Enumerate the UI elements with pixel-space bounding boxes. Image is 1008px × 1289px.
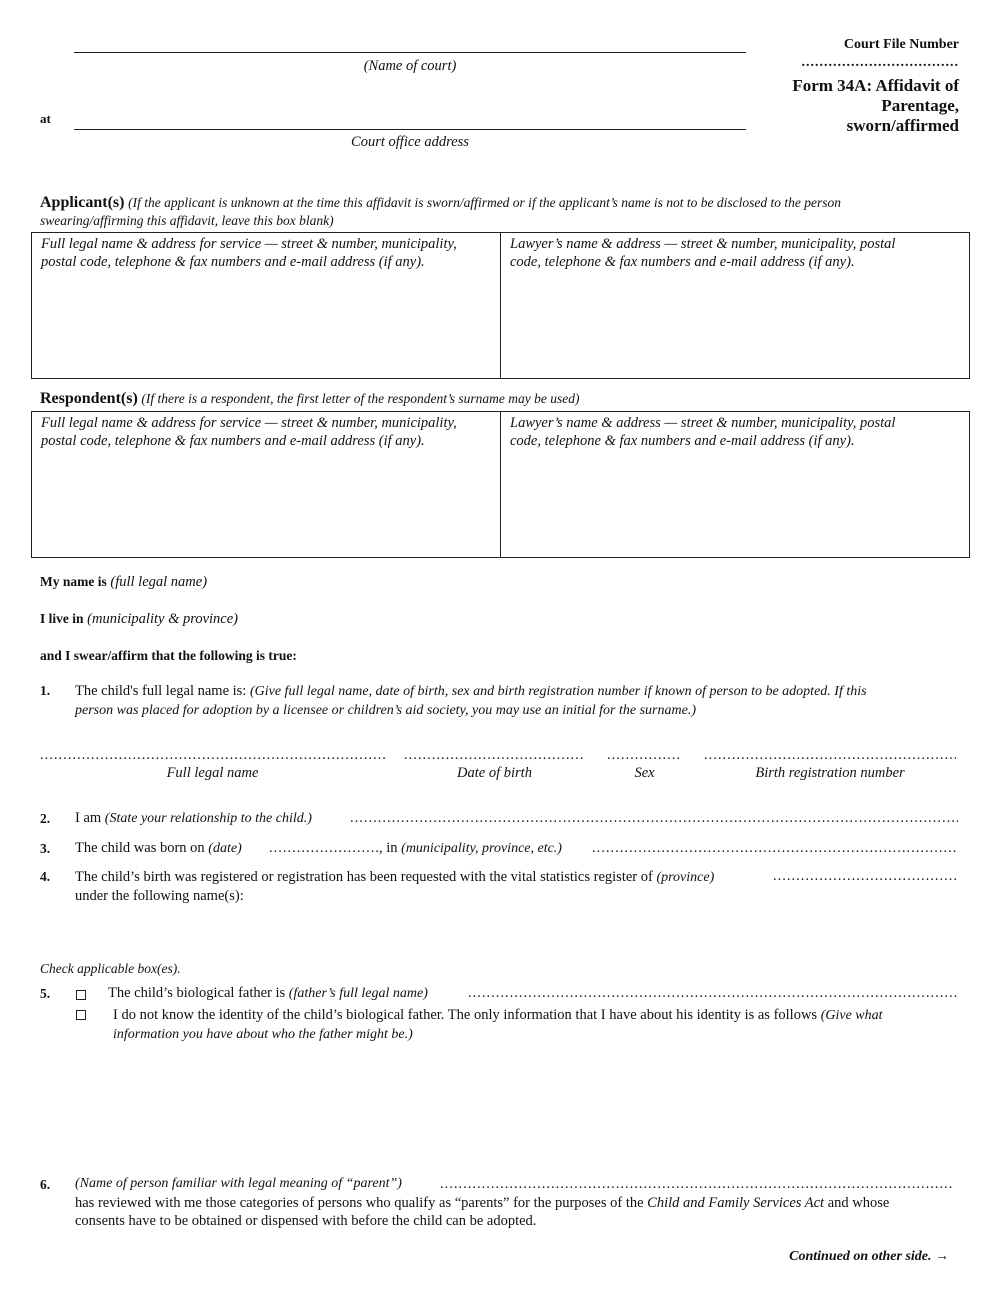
father-name-field[interactable] <box>468 985 958 1002</box>
respondent-right-line2: code, telephone & fax numbers and e-mail address (if any). <box>510 433 855 449</box>
item1-number: 1. <box>40 683 51 698</box>
child-full-name-field[interactable] <box>40 747 385 764</box>
birth-date-field[interactable] <box>269 840 379 857</box>
swear-statement: and I swear/affirm that the following is true: <box>40 648 297 663</box>
name-of-court-label: (Name of court) <box>363 58 457 74</box>
item4-text <box>75 868 775 905</box>
relationship-field[interactable] <box>350 810 958 827</box>
check-note: Check applicable box(es). <box>40 961 181 976</box>
item3-text-a <box>75 840 242 857</box>
my-name-row[interactable] <box>40 574 207 591</box>
col-sex-label: Sex <box>634 765 655 781</box>
item2-number: 2. <box>40 811 51 826</box>
respondents-heading <box>40 390 579 408</box>
respondent-left-line2: postal code, telephone & fax numbers and e-mail address (if any). <box>41 433 425 449</box>
my-name-label: My name is <box>40 574 107 589</box>
registered-names-area[interactable] <box>75 905 955 950</box>
item3-label-a: The child was born on <box>75 840 205 856</box>
applicants-heading <box>40 194 970 230</box>
court-file-number-field[interactable]: ................................... <box>801 55 959 70</box>
i-live-instr: (municipality & province) <box>87 611 239 627</box>
item1-label: The child's full legal name is: <box>75 683 247 699</box>
col-full-name-label: Full legal name <box>166 765 259 781</box>
item5-opt2-instr-line2: information you have about who the father might be.) <box>113 1027 413 1042</box>
applicant-left-line2: postal code, telephone & fax numbers and e-mail address (if any). <box>41 254 425 270</box>
respondents-box <box>31 411 970 558</box>
court-office-address-line[interactable] <box>74 129 746 130</box>
i-live-row[interactable] <box>40 611 238 628</box>
court-office-address-label: Court office address <box>351 134 469 150</box>
i-live-label: I live in <box>40 611 84 626</box>
item6-act-name: Child and Family Services Act <box>647 1195 825 1211</box>
at-label: at <box>40 111 51 126</box>
item4-line1: The child’s birth was registered or registration has been requested with the vital statistics register of <box>75 869 653 885</box>
item5-opt2-instr-line1: (Give what <box>820 1008 883 1023</box>
applicant-left-line1: Full legal name & address for service — street & number, municipality, <box>41 236 457 252</box>
continued-note: Continued on other side. → <box>789 1249 949 1264</box>
item6-line2b: and whose <box>827 1195 890 1211</box>
respondents-heading-title: Respondent(s) <box>40 390 138 407</box>
applicant-right-line2: code, telephone & fax numbers and e-mail address (if any). <box>510 254 855 270</box>
item3-label-b: , in <box>379 840 398 856</box>
respondent-left-line1: Full legal name & address for service — street & number, municipality, <box>41 415 457 431</box>
item4-line2: under the following name(s): <box>75 888 244 904</box>
item3-instr-date: (date) <box>208 841 242 856</box>
respondents-note: (If there is a respondent, the first letter of the respondent’s surname may be used) <box>141 391 580 406</box>
father-info-area[interactable] <box>113 1045 958 1160</box>
item5-number: 5. <box>40 986 51 1001</box>
item4-number: 4. <box>40 869 51 884</box>
child-dob-field[interactable] <box>404 747 585 764</box>
father-unknown-checkbox[interactable] <box>76 1010 86 1020</box>
form-title-line1: Form 34A: Affidavit of <box>792 76 959 95</box>
item2-instr: (State your relationship to the child.) <box>104 811 312 826</box>
applicants-note-line1: (If the applicant is unknown at the time this affidavit is sworn/affirmed or if the applicant’s name is not to be disclosed to the person <box>128 195 842 210</box>
father-known-checkbox[interactable] <box>76 990 86 1000</box>
item5-opt1-instr: (father’s full legal name) <box>288 986 428 1001</box>
birth-place-field[interactable] <box>592 840 956 857</box>
my-name-instr: (full legal name) <box>110 574 208 590</box>
applicants-heading-title: Applicant(s) <box>40 194 125 211</box>
item2-text <box>75 810 312 827</box>
form-title-line2: Parentage, <box>881 96 959 115</box>
item3-number: 3. <box>40 841 51 856</box>
item3-instr-place: (municipality, province, etc.) <box>401 841 562 856</box>
item6-line3: consents have to be obtained or dispensed with before the child can be adopted. <box>75 1213 537 1229</box>
applicant-lawyer-cell[interactable] <box>501 233 969 378</box>
item6-text <box>75 1194 965 1230</box>
court-file-number-label: Court File Number <box>843 37 959 52</box>
form-title <box>792 76 959 136</box>
item1-instr-line1: (Give full legal name, date of birth, sex and birth registration number if known of person to be adopted. If this <box>249 684 867 699</box>
child-sex-field[interactable] <box>607 747 682 764</box>
col-dob-label: Date of birth <box>457 765 532 781</box>
applicants-note-line2: swearing/affirming this affidavit, leave this box blank) <box>40 213 334 228</box>
name-of-court-line[interactable] <box>74 52 746 53</box>
item6-line2a: has reviewed with me those categories of persons who qualify as “parents” for the purposes of the <box>75 1195 644 1211</box>
item1-text <box>75 682 975 720</box>
form-title-line3: sworn/affirmed <box>846 116 959 135</box>
item5-opt1-label: The child’s biological father is <box>108 985 286 1001</box>
child-birth-reg-field[interactable] <box>704 747 956 764</box>
item2-label: I am <box>75 810 102 826</box>
respondent-name-address-cell[interactable] <box>32 412 501 557</box>
item5-opt1 <box>108 985 428 1002</box>
person-familiar-field[interactable] <box>440 1176 954 1193</box>
registry-province-field[interactable] <box>773 868 958 885</box>
respondent-lawyer-cell[interactable] <box>501 412 969 557</box>
item4-instr-province: (province) <box>656 870 715 885</box>
applicants-box <box>31 232 970 379</box>
respondent-right-line1: Lawyer’s name & address — street & number, municipality, postal <box>510 415 896 431</box>
col-birth-reg-label: Birth registration number <box>755 765 905 781</box>
applicant-right-line1: Lawyer’s name & address — street & number, municipality, postal <box>510 236 896 252</box>
item5-opt2-line1: I do not know the identity of the child’s biological father. The only information that I have about his identity is as follows <box>113 1007 818 1023</box>
item1-instr-line2: person was placed for adoption by a licensee or children’s aid society, you may use an initial for the surname.) <box>75 703 696 718</box>
item6-instr: (Name of person familiar with legal meaning of “parent”) <box>75 1176 402 1191</box>
applicant-name-address-cell[interactable] <box>32 233 501 378</box>
item5-opt2 <box>113 1006 958 1044</box>
item6-number: 6. <box>40 1177 51 1192</box>
item3-text-b <box>379 840 562 857</box>
